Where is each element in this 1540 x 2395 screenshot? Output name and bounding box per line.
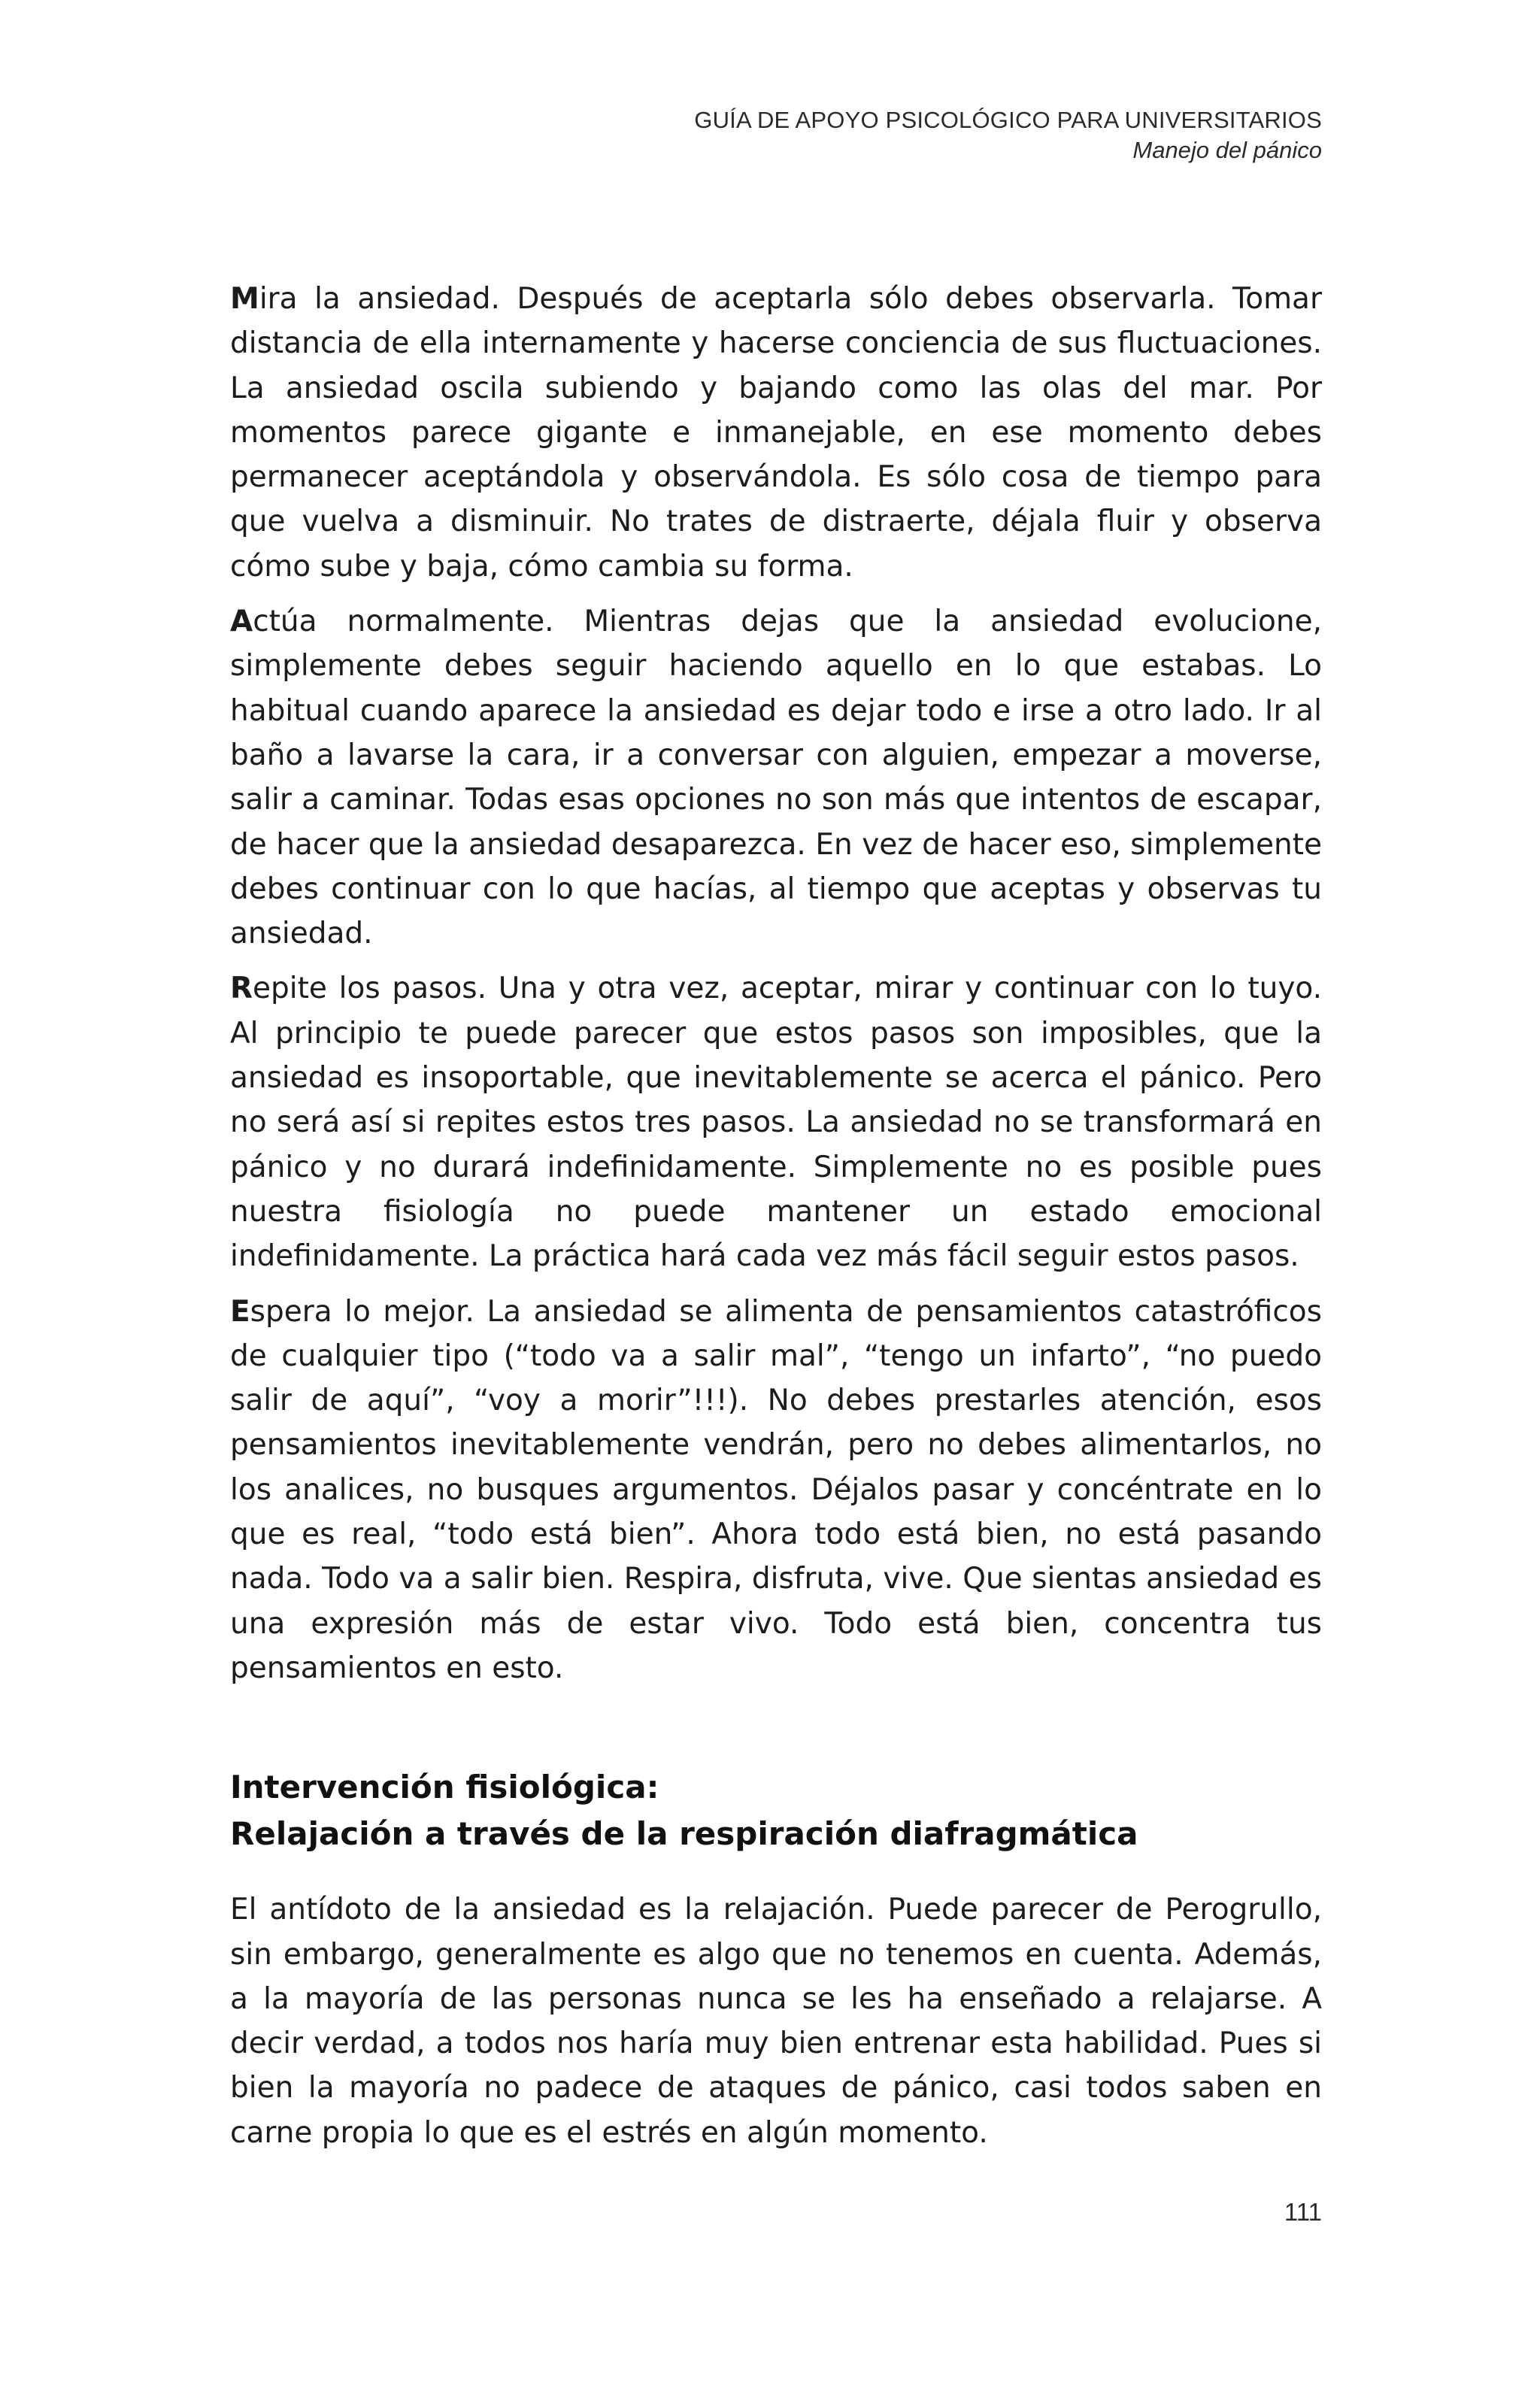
paragraph-text: ira la ansiedad. Después de aceptarla sólo debes observarla. Tomar distancia de ella internamente y hacerse conciencia de sus fluctuaciones. La ansiedad oscila subiendo y bajando como las olas del mar. Por momentos parece gigante e inmanejable, en ese momento debes permanecer aceptándola y observándola. Es sólo cosa de tiempo para que vuelva a disminuir. No trates de distraerte, déjala fluir y observa cómo sube y baja, cómo cambia su forma. xyxy=(230,282,1322,584)
paragraph-initial: E xyxy=(230,1294,250,1329)
section-heading-line-1: Intervención fisiológica: xyxy=(230,1769,659,1806)
running-header-subtitle: Manejo del pánico xyxy=(1132,137,1322,163)
paragraph-initial: M xyxy=(230,282,259,316)
running-header xyxy=(694,105,1322,165)
paragraph-text: epite los pasos. Una y otra vez, aceptar, mirar y continuar con lo tuyo. Al principio te puede parecer que estos pasos son imposibles, que la ansiedad es insoportable, que inevitablemente se acerca el pánico. Pero no será así si repites estos tres pasos. La ansiedad no se transformará en pánico y no durará indefinidamente. Simplemente no es posible pues nuestra fisiología no puede mantener un estado emocional indefinidamente. La práctica hará cada vez más fácil seguir estos pasos. xyxy=(230,972,1322,1274)
paragraph-initial: A xyxy=(230,605,253,639)
page-number: 111 xyxy=(1284,2198,1322,2226)
section-heading-line-2: Relajación a través de la respiración diafragmática xyxy=(230,1815,1138,1853)
paragraph-actua xyxy=(230,599,1322,956)
paragraph-espera xyxy=(230,1290,1322,1691)
paragraph-mira xyxy=(230,277,1322,589)
running-header-title: GUÍA DE APOYO PSICOLÓGICO PARA UNIVERSITARIOS xyxy=(694,107,1322,133)
section-paragraph: El antídoto de la ansiedad es la relajación. Puede parecer de Perogrullo, sin embargo, generalmente es algo que no tenemos en cuenta. Además, a la mayoría de las personas nunca se les ha enseñado a relajarse. A decir verdad, a todos nos haría muy bien entrenar esta habilidad. Pues si bien la mayoría no padece de ataques de pánico, casi todos saben en carne propia lo que es el estrés en algún momento. xyxy=(230,1893,1322,2150)
paragraph-text: spera lo mejor. La ansiedad se alimenta de pensamientos catastróficos de cualquier tipo (“todo va a salir mal”, “tengo un infarto”, “no puedo salir de aquí”, “voy a morir”!!!). No debes prestarles atención, esos pensamientos inevitablemente vendrán, pero no debes alimentarlos, no los analices, no busques argumentos. Déjalos pasar y concéntrate en lo que es real, “todo está bien”. Ahora todo está bien, no está pasando nada. Todo va a salir bien. Respira, disfruta, vive. Que sientas ansiedad es una expresión más de estar vivo. Todo está bien, concentra tus pensamientos en esto. xyxy=(230,1294,1322,1685)
section-heading xyxy=(230,1764,1322,1857)
main-text xyxy=(230,277,1322,2166)
paragraph-text: ctúa normalmente. Mientras dejas que la ansiedad evolucione, simplemente debes seguir haciendo aquello en lo que estabas. Lo habitual cuando aparece la ansiedad es dejar todo e irse a otro lado. Ir al baño a lavarse la cara, ir a conversar con alguien, empezar a moverse, salir a caminar. Todas esas opciones no son más que intentos de escapar, de hacer que la ansiedad desaparezca. En vez de hacer eso, simplemente debes continuar con lo que hacías, al tiempo que aceptas y observas tu ansiedad. xyxy=(230,605,1322,951)
paragraph-initial: R xyxy=(230,972,253,1006)
paragraph-repite xyxy=(230,966,1322,1278)
